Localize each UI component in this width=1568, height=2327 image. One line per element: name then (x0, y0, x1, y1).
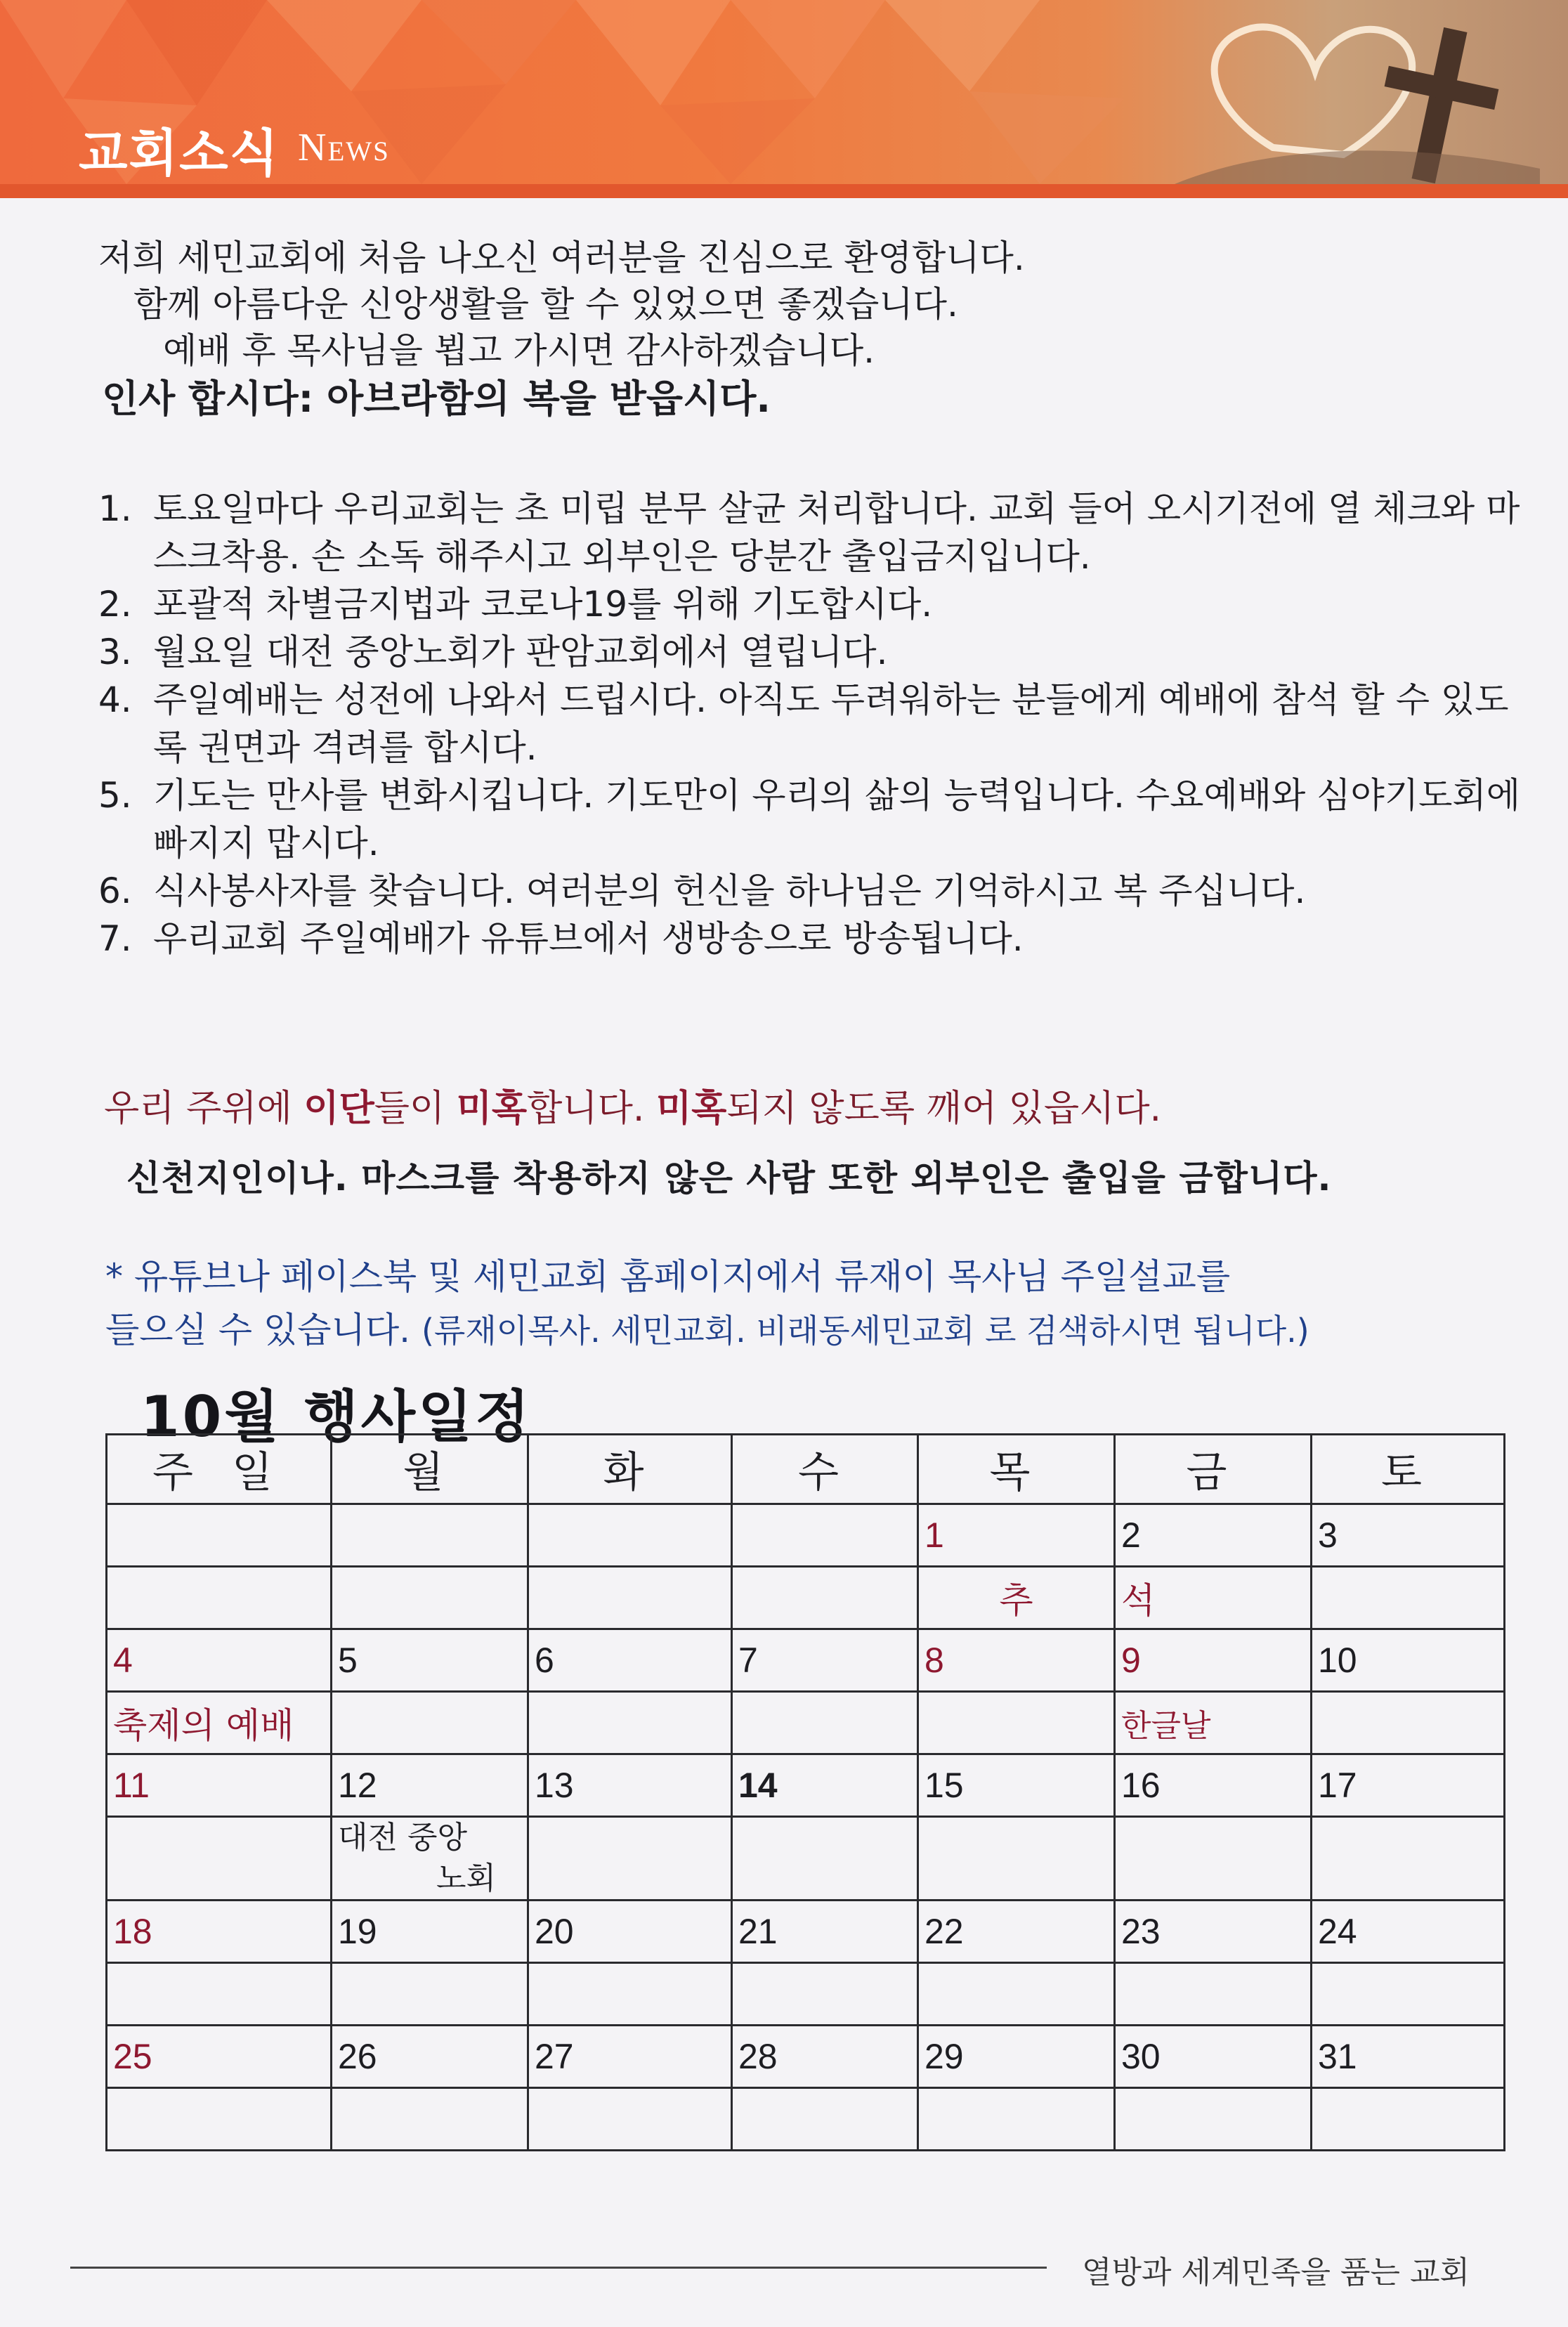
calendar-date-cell: 20 (528, 1901, 732, 1963)
calendar-event-cell (528, 2088, 732, 2151)
calendar-date-cell: 22 (918, 1901, 1115, 1963)
calendar-date-cell: 19 (332, 1901, 528, 1963)
calendar-event-cell (528, 1692, 732, 1754)
calendar-event-row (107, 1817, 1505, 1901)
calendar-event-cell (732, 1567, 918, 1629)
calendar-date-row (107, 1754, 1505, 1817)
calendar-date-cell: 28 (732, 2026, 918, 2088)
calendar-date-cell: 16 (1115, 1754, 1312, 1817)
youtube-info-line-2 (105, 1311, 1309, 1350)
notice-number: 4. (98, 679, 132, 720)
calendar-date-cell: 27 (528, 2026, 732, 2088)
weekday-header: 토 (1312, 1435, 1505, 1504)
calendar-date-cell (732, 1504, 918, 1567)
calendar-date-cell: 12 (332, 1754, 528, 1817)
calendar-date-cell (528, 1504, 732, 1567)
calendar-date-cell: 24 (1312, 1901, 1505, 1963)
warning-text: 되지 않도록 깨어 있읍시다. (726, 1088, 1162, 1130)
calendar-event-row (107, 1692, 1505, 1754)
weekday-header: 주 일 (107, 1435, 332, 1504)
notice-number: 7. (98, 918, 132, 959)
weekday-header: 수 (732, 1435, 918, 1504)
calendar-date-cell: 15 (918, 1754, 1115, 1817)
calendar-event-cell (1312, 2088, 1505, 2151)
calendar-event-cell: 한글날 (1115, 1692, 1312, 1754)
calendar-date-cell: 29 (918, 2026, 1115, 2088)
greeting-line: 인사 합시다: 아브라함의 복을 받읍시다. (102, 377, 771, 421)
weekday-header: 목 (918, 1435, 1115, 1504)
calendar-date-cell: 21 (732, 1901, 918, 1963)
calendar-event-cell (332, 1692, 528, 1754)
calendar-event-cell: 축제의 예배 (107, 1692, 332, 1754)
notice-item (98, 580, 1531, 628)
page-header-banner (0, 0, 1568, 198)
calendar-date-cell: 7 (732, 1629, 918, 1692)
calendar-date-row (107, 1504, 1505, 1567)
warning-highlight: 미혹 (456, 1088, 528, 1130)
calendar-event-cell (528, 1567, 732, 1629)
calendar-date-cell: 8 (918, 1629, 1115, 1692)
entry-restriction: 신천지인이나. 마스크를 착용하지 않은 사람 또한 외부인은 출입을 금합니다. (126, 1158, 1332, 1199)
calendar-date-cell: 13 (528, 1754, 732, 1817)
calendar-event-cell: 석 (1115, 1567, 1312, 1629)
presbytery-note-line-1: 대전 중앙 (338, 1820, 468, 1856)
weekday-header: 화 (528, 1435, 732, 1504)
calendar-event-cell (918, 1692, 1115, 1754)
calendar-date-cell: 14 (732, 1754, 918, 1817)
calendar-date-row (107, 2026, 1505, 2088)
calendar-event-row (107, 2088, 1505, 2151)
calendar-header-row (107, 1435, 1505, 1504)
warning-text: 들이 (374, 1088, 457, 1130)
weekday-header: 월 (332, 1435, 528, 1504)
calendar-date-cell: 9 (1115, 1629, 1312, 1692)
calendar-event-cell (732, 1963, 918, 2026)
calendar-event-cell (918, 2088, 1115, 2151)
calendar-date-row (107, 1901, 1505, 1963)
warning-highlight: 미혹 (655, 1088, 727, 1130)
notice-text: 식사봉사자를 찾습니다. 여러분의 헌신을 하나님은 기억하시고 복 주십니다. (153, 871, 1306, 911)
notice-text: 월요일 대전 중앙노회가 판암교회에서 열립니다. (153, 632, 888, 672)
calendar-date-cell: 4 (107, 1629, 332, 1692)
header-bottom-band (0, 184, 1568, 198)
calendar-event-cell (918, 1963, 1115, 2026)
footer-slogan: 열방과 세계민족을 품는 교회 (1082, 2255, 1470, 2290)
notice-item (98, 485, 1531, 580)
calendar-event-row (107, 1963, 1505, 2026)
calendar-event-cell (1312, 1692, 1505, 1754)
notice-item (98, 915, 1531, 963)
notice-number: 5. (98, 775, 132, 816)
calendar-event-row (107, 1567, 1505, 1629)
calendar-date-cell: 26 (332, 2026, 528, 2088)
presbytery-note (338, 1818, 521, 1899)
calendar-event-cell (1312, 1817, 1505, 1901)
notice-item (98, 676, 1531, 771)
calendar-date-cell: 17 (1312, 1754, 1505, 1817)
warning-highlight: 이단 (303, 1088, 374, 1130)
calendar-event-cell (1312, 1963, 1505, 2026)
calendar-date-cell: 6 (528, 1629, 732, 1692)
calendar-date-row (107, 1629, 1505, 1692)
calendar-event-cell (1115, 2088, 1312, 2151)
warning-text: 합니다. (527, 1088, 656, 1130)
youtube-info-text: 들으실 수 있습니다. (105, 1310, 422, 1350)
calendar-date-cell: 3 (1312, 1504, 1505, 1567)
calendar-date-cell: 10 (1312, 1629, 1505, 1692)
notice-text: 기도는 만사를 변화시킵니다. 기도만이 우리의 삶의 능력입니다. 수요예배와 심야기도회에 빠지지 맙시다. (153, 775, 1521, 863)
calendar-date-cell: 1 (918, 1504, 1115, 1567)
calendar-event-cell (1115, 1817, 1312, 1901)
heart-cross-illustration (1175, 0, 1540, 184)
calendar-event-cell (528, 1963, 732, 2026)
youtube-info-line-1: * 유튜브나 페이스북 및 세민교회 홈페이지에서 류재이 목사님 주일설교를 (105, 1256, 1231, 1297)
notice-number: 2. (98, 584, 132, 625)
notice-number: 1. (98, 488, 132, 529)
calendar-event-cell (332, 2088, 528, 2151)
notice-text: 우리교회 주일예배가 유튜브에서 생방송으로 방송됩니다. (153, 918, 1024, 959)
notice-item (98, 628, 1531, 676)
page-title: 교회소식 (79, 124, 280, 183)
event-calendar (105, 1433, 1505, 2151)
welcome-line-3: 예배 후 목사님을 뵙고 가시면 감사하겠습니다. (163, 330, 875, 371)
calendar-date-cell: 30 (1115, 2026, 1312, 2088)
calendar-date-cell: 2 (1115, 1504, 1312, 1567)
youtube-search-hint: (류재이목사. 세민교회. 비래동세민교회 로 검색하시면 됩니다.) (421, 1312, 1309, 1350)
calendar-event-cell (1115, 1963, 1312, 2026)
calendar-event-cell (107, 1817, 332, 1901)
calendar-title: 10월 행사일정 (141, 1384, 533, 1449)
calendar-date-cell: 11 (107, 1754, 332, 1817)
calendar-event-cell (107, 1567, 332, 1629)
presbytery-note-line-2: 노회 (436, 1860, 497, 1896)
notice-number: 3. (98, 632, 132, 672)
page-subtitle: News (298, 126, 390, 169)
welcome-line-2: 함께 아름다운 신앙생활을 할 수 있었으면 좋겠습니다. (133, 284, 958, 325)
calendar-event-cell (107, 1963, 332, 2026)
calendar-event-cell (332, 1567, 528, 1629)
notice-text: 주일예배는 성전에 나와서 드립시다. 아직도 두려워하는 분들에게 예배에 참석 할 수 있도록 권면과 격려를 합시다. (153, 679, 1509, 768)
notice-number: 6. (98, 871, 132, 911)
calendar-event-cell (732, 1692, 918, 1754)
notice-item (98, 771, 1531, 867)
calendar-event-cell (528, 1817, 732, 1901)
calendar-date-cell: 31 (1312, 2026, 1505, 2088)
calendar-event-cell (732, 1817, 918, 1901)
calendar-date-cell: 18 (107, 1901, 332, 1963)
notice-list (98, 485, 1531, 963)
calendar-event-cell (918, 1817, 1115, 1901)
heresy-warning (104, 1089, 1161, 1129)
notice-item (98, 867, 1531, 915)
warning-text: 우리 주위에 (104, 1088, 304, 1130)
weekday-header: 금 (1115, 1435, 1312, 1504)
calendar-event-cell: 추 (918, 1567, 1115, 1629)
calendar-event-cell (107, 2088, 332, 2151)
notice-text: 포괄적 차별금지법과 코로나19를 위해 기도합시다. (153, 584, 933, 625)
calendar-event-cell (1312, 1567, 1505, 1629)
calendar-event-cell (332, 1963, 528, 2026)
calendar-date-cell: 23 (1115, 1901, 1312, 1963)
calendar-event-cell-presbytery (332, 1817, 528, 1901)
calendar-date-cell: 25 (107, 2026, 332, 2088)
calendar-event-cell (732, 2088, 918, 2151)
calendar-date-cell: 5 (332, 1629, 528, 1692)
calendar-date-cell (107, 1504, 332, 1567)
calendar-date-cell (332, 1504, 528, 1567)
notice-text: 토요일마다 우리교회는 초 미립 분무 살균 처리합니다. 교회 들어 오시기전에 열 체크와 마스크착용. 손 소독 해주시고 외부인은 당분간 출입금지입니다. (153, 488, 1520, 577)
welcome-line-1: 저희 세민교회에 처음 나오신 여러분을 진심으로 환영합니다. (98, 237, 1025, 278)
footer-divider (70, 2267, 1047, 2269)
